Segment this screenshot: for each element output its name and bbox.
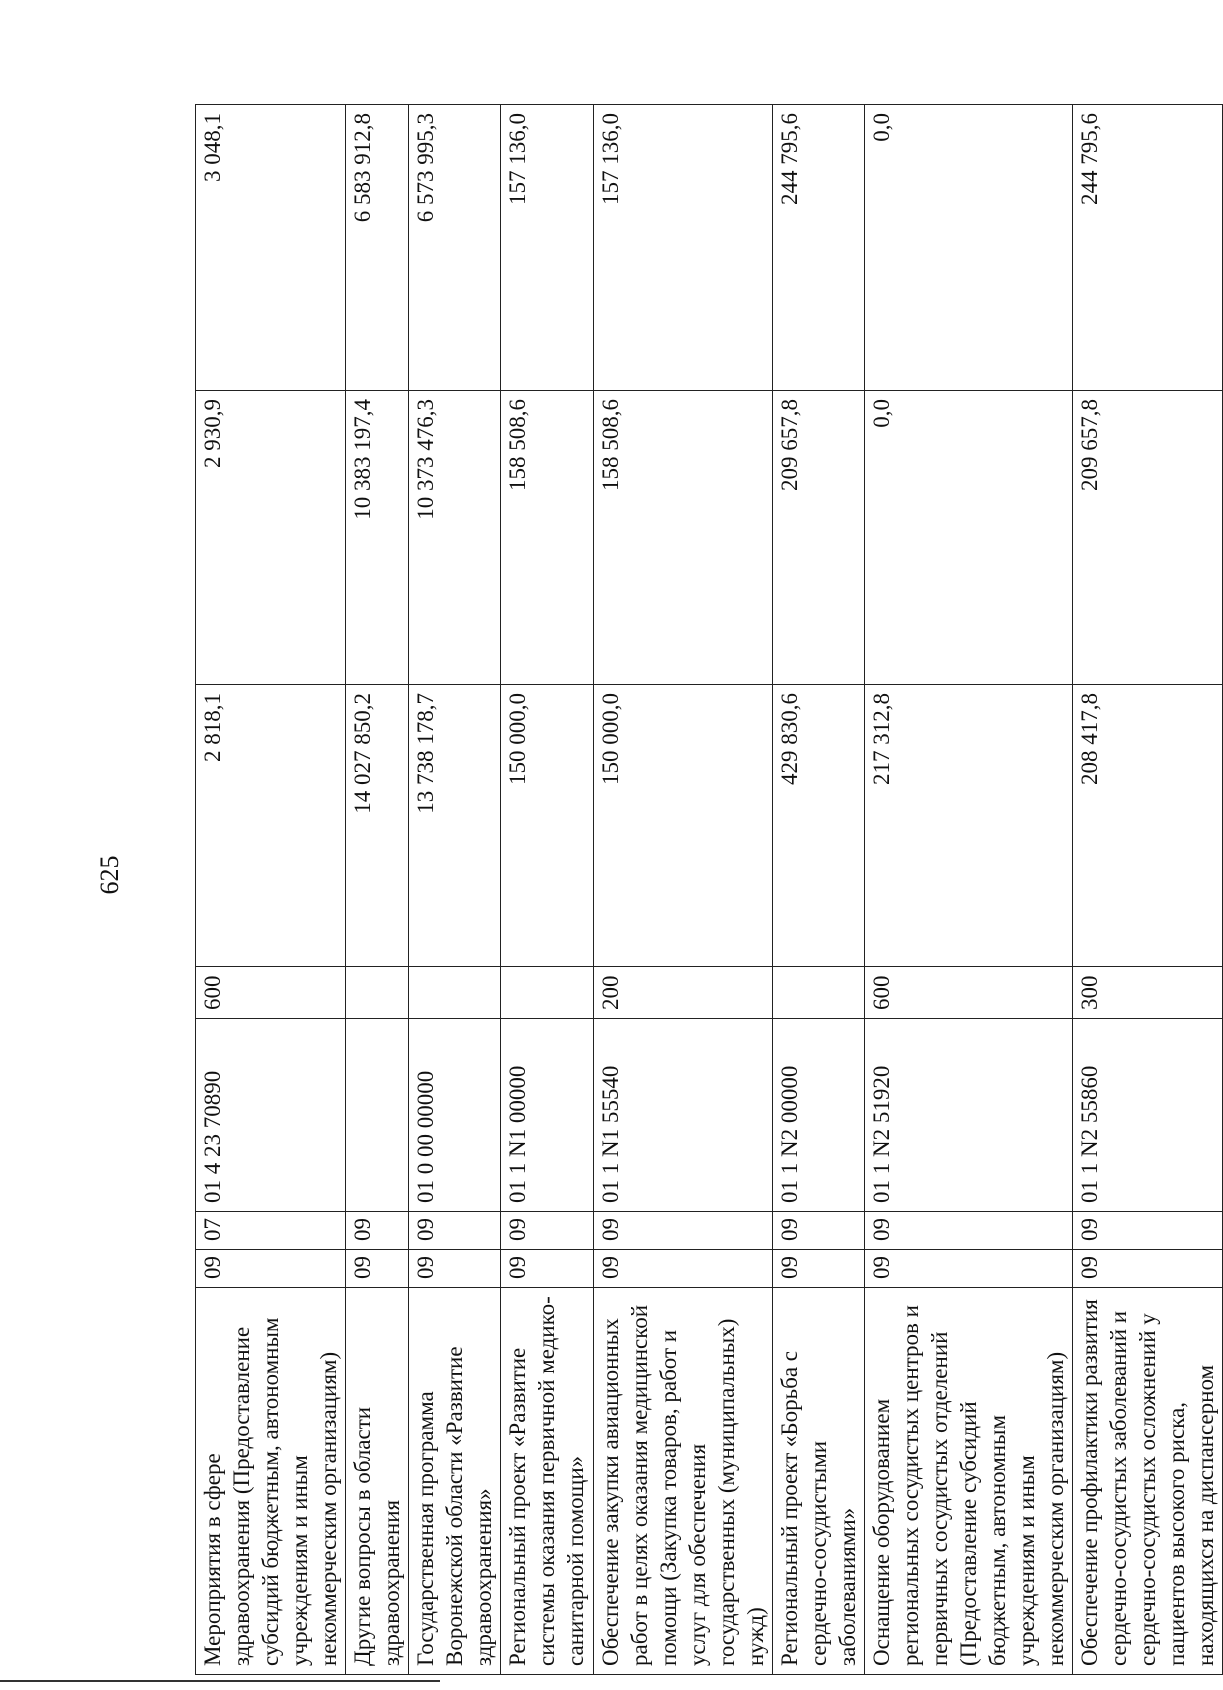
row-sum-3: 244 795,6 <box>1073 105 1223 391</box>
row-csr: 01 4 23 70890 <box>196 1019 346 1212</box>
row-name: Обеспечение закупки авиационных работ в целях оказания медицинской помощи (Закупка товаров, работ и услуг для обеспечения государственных (муниципальных) нужд) <box>594 1288 773 1675</box>
row-vr: 200 <box>594 967 773 1019</box>
row-pr: 09 <box>409 1212 501 1250</box>
bottom-rule <box>0 1680 440 1682</box>
row-vr <box>409 967 501 1019</box>
row-sum-1: 2 818,1 <box>196 685 346 967</box>
row-vr: 600 <box>865 967 1073 1019</box>
row-sum-2: 209 657,8 <box>1073 391 1223 685</box>
row-sum-3: 3 048,1 <box>196 105 346 391</box>
row-sum-3: 157 136,0 <box>501 105 594 391</box>
row-csr: 01 1 N1 55540 <box>594 1019 773 1212</box>
row-pr: 09 <box>501 1212 594 1250</box>
table-row <box>773 105 865 1675</box>
row-sum-2: 158 508,6 <box>501 391 594 685</box>
row-pr: 09 <box>594 1212 773 1250</box>
row-name: Другие вопросы в области здравоохранения <box>346 1288 409 1675</box>
table-row <box>196 105 346 1675</box>
row-csr: 01 1 N1 00000 <box>501 1019 594 1212</box>
row-sum-1: 208 417,8 <box>1073 685 1223 967</box>
row-rz: 09 <box>409 1250 501 1288</box>
table-row <box>594 105 773 1675</box>
row-sum-2: 10 373 476,3 <box>409 391 501 685</box>
row-sum-3: 0,0 <box>865 105 1073 391</box>
row-rz: 09 <box>594 1250 773 1288</box>
table-row <box>1073 105 1223 1675</box>
row-rz: 09 <box>196 1250 346 1288</box>
row-vr <box>773 967 865 1019</box>
table-row <box>409 105 501 1675</box>
table-row <box>865 105 1073 1675</box>
row-name: Региональный проект «Борьба с сердечно-сосудистыми заболеваниями» <box>773 1288 865 1675</box>
row-pr: 09 <box>773 1212 865 1250</box>
row-sum-3: 6 583 912,8 <box>346 105 409 391</box>
row-sum-1: 13 738 178,7 <box>409 685 501 967</box>
row-name: Региональный проект «Развитие системы оказания первичной медико-санитарной помощи» <box>501 1288 594 1675</box>
row-csr: 01 1 N2 00000 <box>773 1019 865 1212</box>
row-sum-1: 429 830,6 <box>773 685 865 967</box>
row-sum-3: 6 573 995,3 <box>409 105 501 391</box>
row-vr <box>501 967 594 1019</box>
row-name: Государственная программа Воронежской области «Развитие здравоохранения» <box>409 1288 501 1675</box>
table-row <box>501 105 594 1675</box>
row-rz: 09 <box>773 1250 865 1288</box>
table-row <box>346 105 409 1675</box>
row-pr: 07 <box>196 1212 346 1250</box>
row-sum-2: 0,0 <box>865 391 1073 685</box>
row-rz: 09 <box>1073 1250 1223 1288</box>
row-rz: 09 <box>501 1250 594 1288</box>
row-csr: 01 1 N2 51920 <box>865 1019 1073 1212</box>
row-sum-1: 217 312,8 <box>865 685 1073 967</box>
row-pr: 09 <box>1073 1212 1223 1250</box>
row-sum-2: 2 930,9 <box>196 391 346 685</box>
budget-table-container <box>195 105 1218 1675</box>
row-sum-3: 244 795,6 <box>773 105 865 391</box>
row-name: Обеспечение профилактики развития сердечно-сосудистых заболеваний и сердечно-сосудистых осложнений у пациентов высокого риска, находящихся на диспансерном <box>1073 1288 1223 1675</box>
budget-table <box>195 104 1223 1675</box>
row-pr: 09 <box>346 1212 409 1250</box>
row-name: Оснащение оборудованием региональных сосудистых центров и первичных сосудистых отделений (Предоставление субсидий бюджетным, автономным учреждениям и иным некоммерческим организациям) <box>865 1288 1073 1675</box>
row-sum-2: 209 657,8 <box>773 391 865 685</box>
row-vr: 600 <box>196 967 346 1019</box>
row-csr: 01 0 00 00000 <box>409 1019 501 1212</box>
row-sum-2: 10 383 197,4 <box>346 391 409 685</box>
row-sum-3: 157 136,0 <box>594 105 773 391</box>
row-sum-1: 14 027 850,2 <box>346 685 409 967</box>
row-name: Мероприятия в сфере здравоохранения (Предоставление субсидий бюджетным, автономным учреждениям и иным некоммерческим организациям) <box>196 1288 346 1675</box>
row-sum-1: 150 000,0 <box>501 685 594 967</box>
row-sum-2: 158 508,6 <box>594 391 773 685</box>
row-rz: 09 <box>865 1250 1073 1288</box>
row-sum-1: 150 000,0 <box>594 685 773 967</box>
row-vr <box>346 967 409 1019</box>
row-rz: 09 <box>346 1250 409 1288</box>
row-vr: 300 <box>1073 967 1223 1019</box>
row-csr <box>346 1019 409 1212</box>
row-pr: 09 <box>865 1212 1073 1250</box>
row-csr: 01 1 N2 55860 <box>1073 1019 1223 1212</box>
page-number: 625 <box>95 855 124 895</box>
